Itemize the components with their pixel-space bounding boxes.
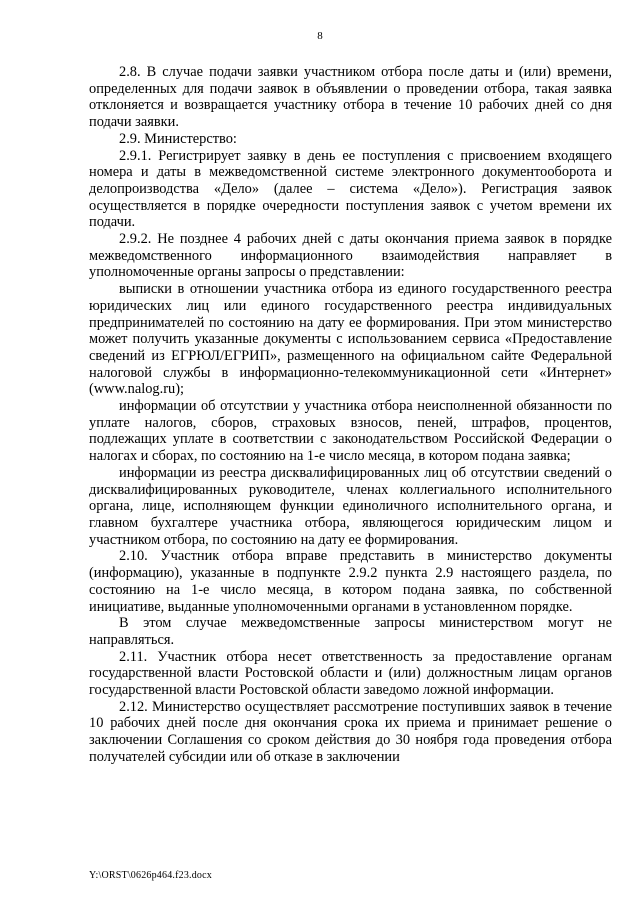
paragraph-2-9-1: 2.9.1. Регистрирует заявку в день ее поступления с присвоением входящего номера и даты в межведомственной системе электронного документооборота и делопроизводства «Дело» (далее – система «Дело»). Регистрация заявок осуществляется в порядке очередности поступления заявок с учетом времени их подачи.	[89, 147, 612, 231]
paragraph-requests-note: В этом случае межведомственные запросы министерством могут не направляться.	[89, 615, 612, 648]
paragraph-2-9: 2.9. Министерство:	[119, 130, 237, 147]
footer-file-path: Y:\ORST\0626p464.f23.docx	[89, 870, 212, 881]
paragraph-2-12: 2.12. Министерство осуществляет рассмотрение поступивших заявок в течение 10 рабочих дней после дня окончания срока их приема и принимает решение о заключении Соглашения со сроком действия до 30 ноября года проведения отбора получателей субсидии или об отказе в заключении	[89, 698, 612, 765]
paragraph-2-9-2: 2.9.2. Не позднее 4 рабочих дней с даты окончания приема заявок в порядке межведомственного информационного взаимодействия направляет в уполномоченные органы запросы о представлении:	[89, 231, 612, 281]
paragraph-2-10: 2.10. Участник отбора вправе представить в министерство документы (информацию), указанные в подпункте 2.9.2 пункта 2.9 настоящего раздела, по состоянию на 1-е число месяца, в котором подана заявка, по собственной инициативе, выданные уполномоченными органами в установленном порядке.	[89, 548, 612, 615]
paragraph-disqualified-registry: информации из реестра дисквалифицированных лиц об отсутствии сведений о дисквалифицированных руководителе, членах коллегиального исполнительного органа, лице, исполняющем функции единоличного исполнительного органа, и главном бухгалтере участника отбора, являющегося юридическим лицом и участником отбора, по состоянию на дату ее формирования.	[89, 464, 612, 548]
page-number: 8	[317, 30, 323, 42]
paragraph-2-8: 2.8. В случае подачи заявки участником отбора после даты и (или) времени, определенных для подачи заявок в объявлении о проведении отбора, такая заявка отклоняется и возвращается участнику отбора в течение 10 рабочих дней со дня подачи заявки.	[89, 64, 612, 131]
paragraph-2-11: 2.11. Участник отбора несет ответственность за предоставление органам государственной власти Ростовской области и (или) должностным лицам органов государственной власти Ростовской области заведомо ложной информации.	[89, 648, 612, 699]
paragraph-tax-info: информации об отсутствии у участника отбора неисполненной обязанности по уплате налогов, сборов, страховых взносов, пеней, штрафов, процентов, подлежащих уплате в соответствии с законодательством Российской Федерации о налогах и сборах, по состоянию на 1-е число месяца, в котором подана заявка;	[89, 398, 612, 465]
paragraph-egrul-extract: выписки в отношении участника отбора из единого государственного реестра юридических лиц или единого государственного реестра индивидуальных предпринимателей по состоянию на дату ее формирования. При этом министерство может получить указанные документы с использованием сервиса «Предоставление сведений из ЕГРЮЛ/ЕГРИП», размещенного на официальном сайте Федеральной налоговой службы в информационно-телекоммуникационной сети «Интернет» (www.nalog.ru);	[89, 281, 612, 398]
document-body	[89, 64, 612, 766]
